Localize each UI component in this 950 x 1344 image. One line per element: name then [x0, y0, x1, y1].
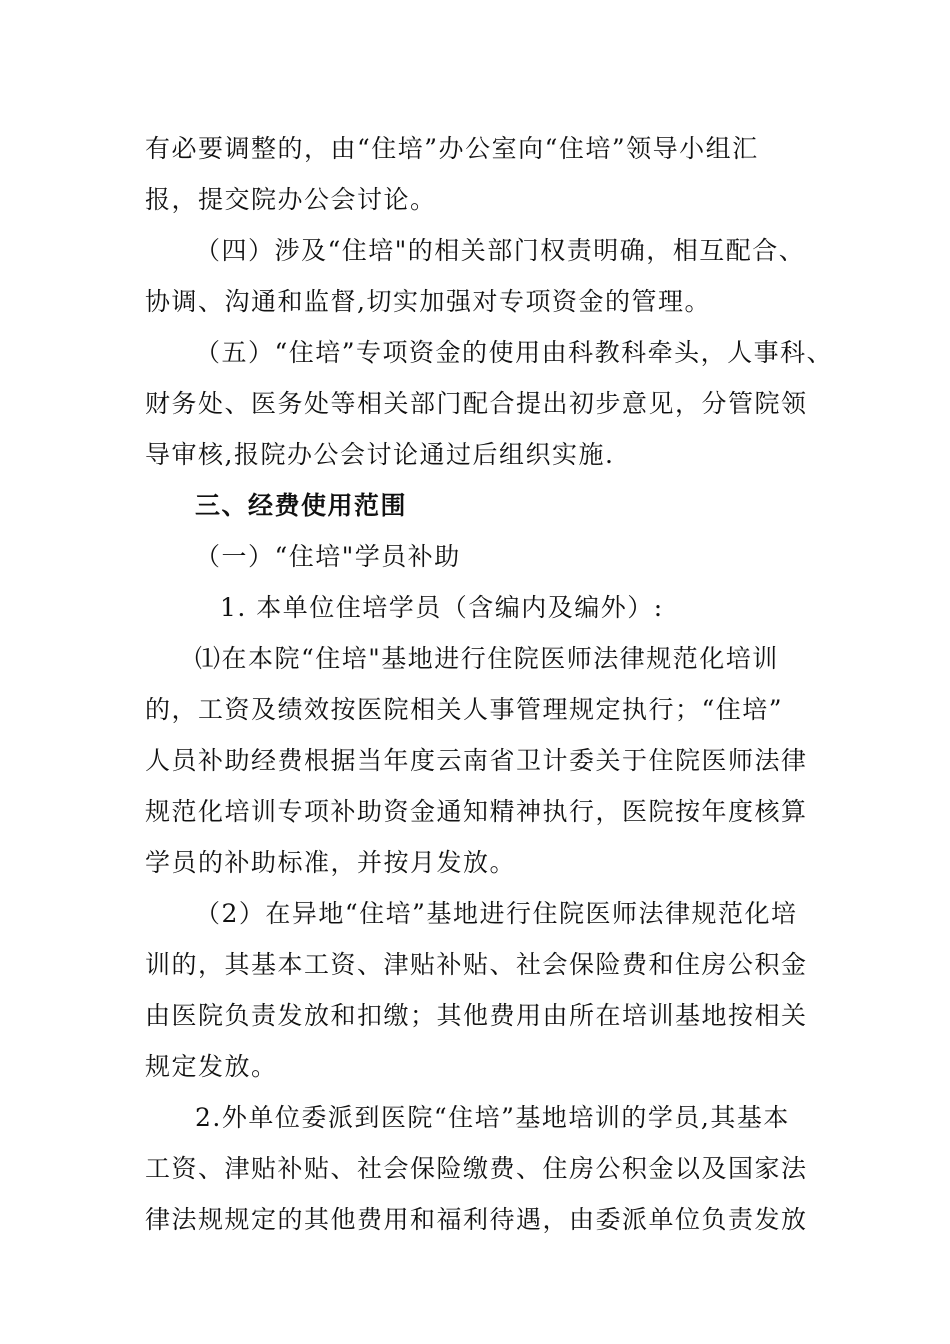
- paragraph-line: 学员的补助标准，并按月发放。: [145, 848, 517, 877]
- paragraph-line: 规定发放。: [145, 1052, 278, 1081]
- paragraph-line: 规范化培训专项补助资金通知精神执行，医院按年度核算: [145, 797, 808, 826]
- paragraph-line: 律法规规定的其他费用和福利待遇，由委派单位负责发放: [145, 1205, 808, 1234]
- paragraph-line: （四）涉及“住培"的相关部门权责明确，相互配合、: [195, 236, 806, 265]
- paragraph-line: 财务处、医务处等相关部门配合提出初步意见，分管院领: [145, 389, 808, 418]
- paragraph-line: 有必要调整的，由“住培”办公室向“住培”领导小组汇: [145, 134, 759, 163]
- paragraph-line: 工资、津贴补贴、社会保险缴费、住房公积金以及国家法: [145, 1154, 808, 1183]
- paragraph-line: （五）“住培”专项资金的使用由科教科牵头，人事科、: [195, 338, 834, 367]
- section-heading: 三、经费使用范围: [195, 491, 408, 520]
- paragraph-line: 训的，其基本工资、津贴补贴、社会保险费和住房公积金: [145, 950, 808, 979]
- paragraph-line: 由医院负责发放和扣缴；其他费用由所在培训基地按相关: [145, 1001, 808, 1030]
- paragraph-line: 的，工资及绩效按医院相关人事管理规定执行；“住培”: [145, 695, 784, 724]
- paragraph-line: 协调、沟通和监督,切实加强对专项资金的管理。: [145, 287, 711, 316]
- subsection-heading: （一）“住培"学员补助: [195, 542, 461, 571]
- paragraph-line: （2）在异地“住培”基地进行住院医师法律规范化培: [195, 899, 798, 928]
- paragraph-line: 报，提交院办公会讨论。: [145, 185, 437, 214]
- paragraph-line: 导审核,报院办公会讨论通过后组织实施.: [145, 440, 615, 469]
- paragraph-line: 2.外单位委派到医院“住培”基地培训的学员,其基本: [195, 1103, 790, 1132]
- paragraph-line: ⑴在本院“住培"基地进行住院医师法律规范化培训: [195, 644, 779, 673]
- paragraph-line: 人员补助经费根据当年度云南省卫计委关于住院医师法律: [145, 746, 808, 775]
- list-item-heading: 1. 本单位住培学员（含编内及编外）:: [220, 593, 664, 622]
